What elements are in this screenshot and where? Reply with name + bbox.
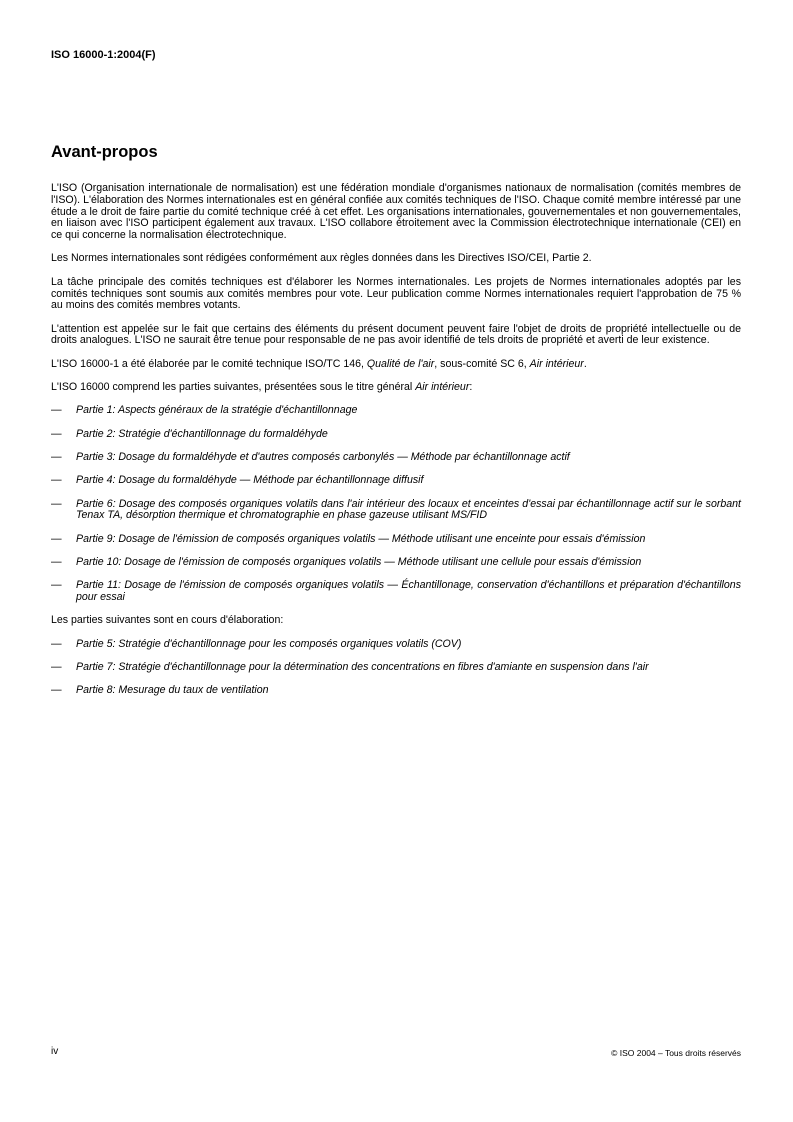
copyright-notice: © ISO 2004 – Tous droits réservés [611,1048,741,1058]
paragraph: Les Normes internationales sont rédigées conformément aux règles données dans les Directives ISO/CEI, Partie 2. [51,252,592,265]
text: Qualité de l'air [366,357,435,370]
paragraph: L'attention est appelée sur le fait que certains des éléments du présent document peuvent faire l'objet de droits de propriété intellectuelle ou de droits analogues. L'ISO ne saurait être tenue pour responsable de ne pas avoir identifié de tels droits de propriété et averti de leur existence. [51,322,741,347]
text: . [583,357,587,370]
list-item-text: Partie 5: Stratégie d'échantillonnage pour les composés organiques volatils (COV) [76,637,462,650]
list-item [51,639,741,651]
section-title: Avant-propos [51,143,158,161]
dash: — [51,555,62,568]
list-item-text: Partie 11: Dosage de l'émission de composés organiques volatils — Échantillonage, conservation d'échantillons et préparation d'échantillons pour essai [76,579,741,604]
list-item [51,405,741,417]
dash: — [51,404,62,417]
list-item [51,580,741,604]
list-item [51,499,741,523]
list-item-text: Partie 10: Dosage de l'émission de composés organiques volatils — Méthode utilisant une cellule pour essais d'émission [76,555,642,568]
list-item [51,452,741,464]
document-body [51,183,741,709]
paragraph [51,359,741,371]
paragraph: Les parties suivantes sont en cours d'élaboration: [51,614,284,627]
document-header: ISO 16000-1:2004(F) [51,49,156,61]
dash: — [51,684,62,697]
list-item [51,429,741,441]
text: L'ISO 16000 comprend les parties suivantes, présentées sous le titre général [51,381,416,394]
list-item-text: Partie 9: Dosage de l'émission de composés organiques volatils — Méthode utilisant une enceinte pour essais d'émission [76,532,646,545]
text: Air intérieur [415,381,470,394]
list-item [51,534,741,546]
list-item [51,557,741,569]
dash: — [51,660,62,673]
parts-list [51,405,741,603]
paragraph [51,382,741,394]
list-item [51,662,741,674]
dash: — [51,532,62,545]
pending-parts-list [51,639,741,697]
list-item-text: Partie 3: Dosage du formaldéhyde et d'autres composés carbonylés — Méthode par échantillonnage actif [76,450,570,463]
dash: — [51,427,62,440]
text: L'ISO 16000-1 a été élaborée par le comité technique ISO/TC 146, [51,357,367,370]
list-item-text: Partie 2: Stratégie d'échantillonnage du formaldéhyde [76,427,328,440]
dash: — [51,497,62,510]
dash: — [51,474,62,487]
text: , sous-comité SC 6, [434,357,530,370]
text: : [469,381,473,394]
dash: — [51,450,62,463]
list-item-text: Partie 7: Stratégie d'échantillonnage pour la détermination des concentrations en fibres d'amiante en suspension dans l'air [76,660,649,673]
list-item [51,475,741,487]
list-item-text: Partie 1: Aspects généraux de la stratégie d'échantillonnage [76,404,358,417]
dash: — [51,579,62,592]
list-item-text: Partie 6: Dosage des composés organiques volatils dans l'air intérieur des locaux et enceintes d'essai par échantillonnage actif sur le sorbant Tenax TA, désorption thermique et chromatographie en phase gazeuse utilisant MS/FID [76,497,741,522]
list-item-text: Partie 8: Mesurage du taux de ventilation [76,684,269,697]
paragraph: L'ISO (Organisation internationale de normalisation) est une fédération mondiale d'organismes nationaux de normalisation (comités membres de l'ISO). L'élaboration des Normes internationales est en général confiée aux comités techniques de l'ISO. Chaque comité membre intéressé par une étude a le droit de faire partie du comité technique créé à cet effet. Les organisations internationales, gouvernementales et non gouvernementales, en liaison avec l'ISO participent également aux travaux. L'ISO collabore étroitement avec la Commission électrotechnique internationale (CEI) en ce qui concerne la normalisation électrotechnique. [51,182,741,242]
list-item-text: Partie 4: Dosage du formaldéhyde — Méthode par échantillonnage diffusif [76,474,424,487]
text: Air intérieur [529,357,584,370]
paragraph: La tâche principale des comités techniques est d'élaborer les Normes internationales. Les projets de Normes internationales adoptés par les comités techniques sont soumis aux comités membres pour vote. Leur publication comme Normes internationales requiert l'approbation de 75 % au moins des comités membres votants. [51,275,741,312]
page-number: iv [51,1046,59,1057]
list-item [51,685,741,697]
dash: — [51,637,62,650]
